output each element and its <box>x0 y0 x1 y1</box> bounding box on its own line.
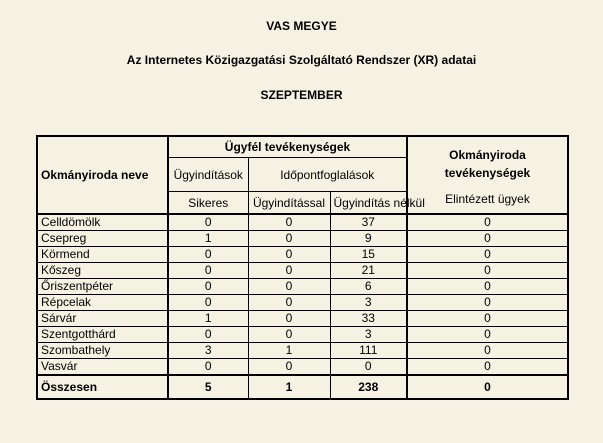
office-name-cell: Celldömölk <box>37 214 168 231</box>
statistics-table <box>36 135 569 400</box>
table-row <box>37 343 568 359</box>
value-cell: 0 <box>168 327 248 343</box>
value-cell: 0 <box>248 295 330 311</box>
office-name-cell: Őriszentpéter <box>37 279 168 295</box>
county-title: VAS MEGYE <box>266 19 337 33</box>
value-cell: 0 <box>248 263 330 279</box>
value-cell: 0 <box>168 263 248 279</box>
total-label: Összesen <box>37 375 168 399</box>
value-cell: 0 <box>407 279 568 295</box>
total-value-cell: 0 <box>407 375 568 399</box>
header-client-activities: Ügyfél tevékenységek <box>168 136 407 158</box>
table-row <box>37 231 568 247</box>
header-office-activities: Okmányiroda tevékenységek <box>407 136 568 192</box>
header-successful: Sikeres <box>168 192 248 215</box>
header-without-initiation: Ügyindítás nélkül <box>330 192 407 215</box>
value-cell: 3 <box>330 295 407 311</box>
value-cell: 21 <box>330 263 407 279</box>
value-cell: 0 <box>168 359 248 376</box>
report-subtitle: Az Internetes Közigazgatási Szolgáltató Rendszer (XR) adatai <box>126 53 477 67</box>
value-cell: 0 <box>407 327 568 343</box>
value-cell: 33 <box>330 311 407 327</box>
table-row <box>37 247 568 263</box>
header-with-initiation: Ügyindítással <box>248 192 330 215</box>
value-cell: 3 <box>330 327 407 343</box>
office-name-cell: Körmend <box>37 247 168 263</box>
value-cell: 0 <box>407 343 568 359</box>
value-cell: 0 <box>248 311 330 327</box>
header-case-initiation: Ügyindítások <box>168 158 248 192</box>
value-cell: 37 <box>330 214 407 231</box>
office-name-cell: Répcelak <box>37 295 168 311</box>
value-cell: 0 <box>407 231 568 247</box>
office-name-cell: Szentgotthárd <box>37 327 168 343</box>
header-handled-cases: Elintézett ügyek <box>407 192 568 215</box>
table-row <box>37 263 568 279</box>
table-row <box>37 359 568 376</box>
value-cell: 111 <box>330 343 407 359</box>
value-cell: 0 <box>248 247 330 263</box>
value-cell: 6 <box>330 279 407 295</box>
value-cell: 0 <box>407 311 568 327</box>
value-cell: 0 <box>168 295 248 311</box>
total-value-cell: 5 <box>168 375 248 399</box>
total-value-cell: 238 <box>330 375 407 399</box>
value-cell: 0 <box>168 247 248 263</box>
value-cell: 0 <box>407 295 568 311</box>
value-cell: 1 <box>168 311 248 327</box>
office-name-cell: Kőszeg <box>37 263 168 279</box>
header-office-name: Okmányiroda neve <box>37 136 168 214</box>
office-name-cell: Csepreg <box>37 231 168 247</box>
table-row <box>37 279 568 295</box>
value-cell: 15 <box>330 247 407 263</box>
table-row <box>37 295 568 311</box>
office-name-cell: Szombathely <box>37 343 168 359</box>
value-cell: 0 <box>407 214 568 231</box>
table-row <box>37 311 568 327</box>
office-name-cell: Sárvár <box>37 311 168 327</box>
table-row <box>37 214 568 231</box>
value-cell: 0 <box>407 359 568 376</box>
value-cell: 0 <box>248 231 330 247</box>
value-cell: 1 <box>168 231 248 247</box>
value-cell: 0 <box>248 279 330 295</box>
office-name-cell: Vasvár <box>37 359 168 376</box>
value-cell: 0 <box>248 214 330 231</box>
value-cell: 9 <box>330 231 407 247</box>
value-cell: 0 <box>168 214 248 231</box>
value-cell: 1 <box>248 343 330 359</box>
value-cell: 0 <box>407 263 568 279</box>
value-cell: 0 <box>330 359 407 376</box>
value-cell: 3 <box>168 343 248 359</box>
table-row <box>37 327 568 343</box>
total-row <box>37 375 568 399</box>
header-appointment-booking: Időpontfoglalások <box>248 158 407 192</box>
month-title: SZEPTEMBER <box>260 88 343 102</box>
total-value-cell: 1 <box>248 375 330 399</box>
value-cell: 0 <box>248 327 330 343</box>
value-cell: 0 <box>168 279 248 295</box>
value-cell: 0 <box>407 247 568 263</box>
value-cell: 0 <box>248 359 330 376</box>
